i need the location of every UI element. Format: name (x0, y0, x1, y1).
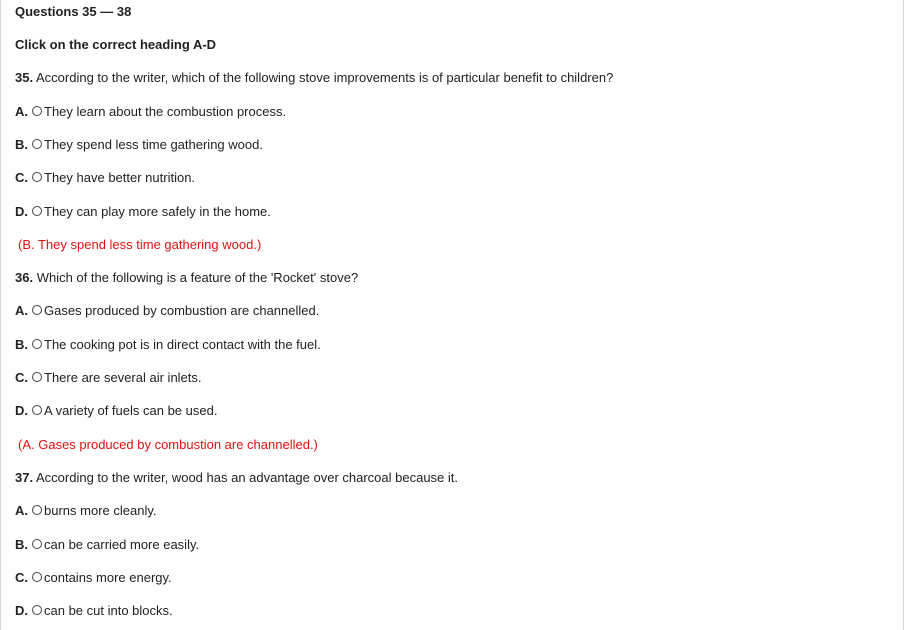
radio-button[interactable] (32, 539, 42, 549)
option-37-b[interactable] (15, 537, 199, 553)
question-number: 37. (15, 470, 34, 485)
option-37-d[interactable] (15, 603, 173, 619)
option-letter: A. (15, 303, 28, 318)
option-37-c[interactable] (15, 570, 172, 586)
option-text: They spend less time gathering wood. (44, 137, 263, 152)
option-36-c[interactable] (15, 370, 202, 386)
option-letter: A. (15, 503, 28, 518)
option-text: There are several air inlets. (44, 370, 202, 385)
radio-button[interactable] (32, 106, 42, 116)
question-number: 36. (15, 270, 34, 285)
question-37 (15, 470, 458, 486)
radio-button[interactable] (32, 139, 42, 149)
option-letter: D. (15, 403, 28, 418)
question-35 (15, 70, 613, 86)
option-text: can be cut into blocks. (44, 603, 173, 618)
question-text: According to the writer, wood has an advantage over charcoal because it. (35, 470, 459, 485)
radio-button[interactable] (32, 339, 42, 349)
option-36-d[interactable] (15, 403, 217, 419)
question-36 (15, 270, 358, 286)
option-letter: D. (15, 204, 28, 219)
radio-button[interactable] (32, 505, 42, 515)
option-letter: C. (15, 170, 28, 185)
radio-button[interactable] (32, 206, 42, 216)
question-text: According to the writer, which of the following stove improvements is of particular benefit to children? (35, 70, 614, 85)
option-letter: D. (15, 603, 28, 618)
option-text: The cooking pot is in direct contact with the fuel. (44, 337, 321, 352)
radio-button[interactable] (32, 605, 42, 615)
answer-36: (A. Gases produced by combustion are channelled.) (18, 437, 318, 452)
option-letter: B. (15, 337, 28, 352)
question-number: 35. (15, 70, 34, 85)
option-text: They can play more safely in the home. (44, 204, 271, 219)
instruction-text: Click on the correct heading A-D (15, 37, 217, 52)
option-text: Gases produced by combustion are channelled. (44, 303, 320, 318)
question-text: Which of the following is a feature of the 'Rocket' stove? (36, 270, 359, 285)
radio-button[interactable] (32, 372, 42, 382)
option-35-a[interactable] (15, 104, 286, 120)
option-text: contains more energy. (44, 570, 172, 585)
radio-button[interactable] (32, 172, 42, 182)
answer-35: (B. They spend less time gathering wood.) (18, 237, 262, 252)
option-35-d[interactable] (15, 204, 271, 220)
option-37-a[interactable] (15, 503, 156, 519)
option-letter: B. (15, 537, 28, 552)
option-letter: A. (15, 104, 28, 119)
option-36-b[interactable] (15, 337, 321, 353)
radio-button[interactable] (32, 405, 42, 415)
option-35-c[interactable] (15, 170, 195, 186)
option-text: They have better nutrition. (44, 170, 196, 185)
option-letter: C. (15, 370, 28, 385)
radio-button[interactable] (32, 305, 42, 315)
option-text: can be carried more easily. (44, 537, 200, 552)
option-text: burns more cleanly. (44, 503, 157, 518)
option-text: They learn about the combustion process. (44, 104, 287, 119)
option-35-b[interactable] (15, 137, 263, 153)
option-text: A variety of fuels can be used. (44, 403, 218, 418)
option-letter: C. (15, 570, 28, 585)
option-letter: B. (15, 137, 28, 152)
option-36-a[interactable] (15, 303, 319, 319)
section-title: Questions 35 — 38 (15, 4, 132, 19)
radio-button[interactable] (32, 572, 42, 582)
